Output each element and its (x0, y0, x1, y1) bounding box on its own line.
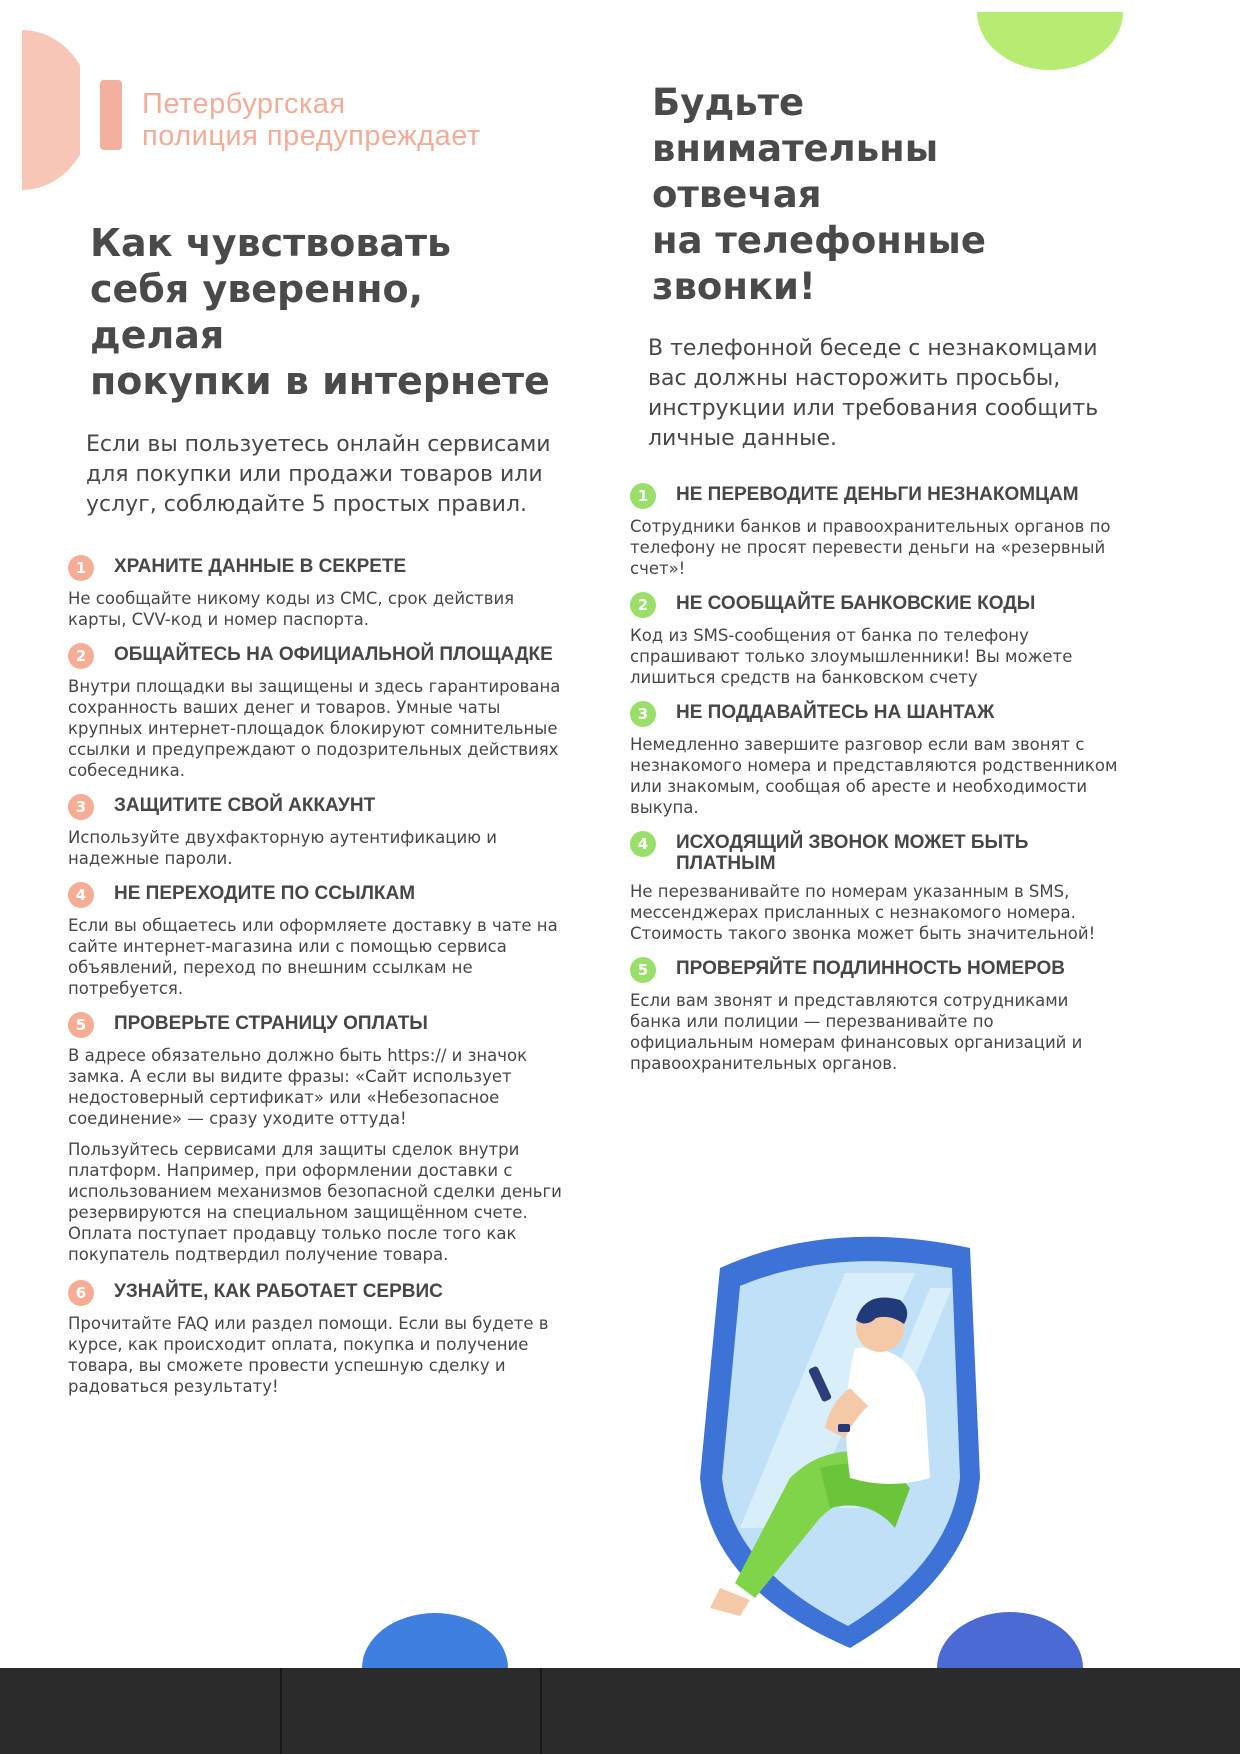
rule-text: Немедленно завершите разговор если вам звонят с незнакомого номера и представляются родственником или знакомым, сообщая об аресте и необходимости выкупа. (630, 735, 1118, 817)
rule-number-badge: 4 (630, 831, 656, 857)
rule-head (630, 832, 1120, 874)
rule-head (68, 1281, 568, 1306)
rule-text: Используйте двухфакторную аутентификацию и надежные пароли. (68, 828, 498, 868)
rule-title: ПРОВЕРЬТЕ СТРАНИЦУ ОПЛАТЫ (114, 1013, 428, 1034)
rule-number-badge: 3 (630, 701, 656, 727)
rule-title: ОБЩАЙТЕСЬ НА ОФИЦИАЛЬНОЙ ПЛОЩАДКЕ (114, 644, 553, 665)
left-title-line: покупки в интернете (90, 359, 550, 403)
rule-number-badge: 1 (68, 555, 94, 581)
right-title-line: Будьте (652, 81, 805, 124)
rule-text: Если вам звонят и представляются сотрудниками банка или полиции — перезванивайте по официальным номерам финансовых организаций и правоохранительных органов. (630, 991, 1083, 1073)
left-rule (68, 1013, 568, 1129)
left-column (68, 220, 568, 1411)
left-rule (68, 1281, 568, 1397)
man-with-phone-in-shield-icon (680, 1228, 1000, 1658)
rule-head (630, 593, 1120, 618)
rule-title: ИСХОДЯЩИЙ ЗВОНОК МОЖЕТ БЫТЬ ПЛАТНЫМ (676, 832, 1029, 874)
rule-head (630, 958, 1120, 983)
brand-text (142, 88, 481, 152)
rule-number-badge: 3 (68, 794, 94, 820)
rule-head (68, 644, 568, 669)
rule-head (68, 883, 568, 908)
left-rule (68, 556, 568, 630)
rule-title: УЗНАЙТЕ, КАК РАБОТАЕТ СЕРВИС (114, 1281, 443, 1302)
right-title-line: звонки! (652, 265, 816, 308)
right-rule (630, 832, 1120, 944)
scanner-seam (280, 1668, 282, 1754)
rule-number-badge: 2 (630, 592, 656, 618)
rule-number-badge: 5 (68, 1012, 94, 1038)
left-rule (68, 644, 568, 781)
rule-text: В адресе обязательно должно быть https:// и значок замка. А если вы видите фразы: «Сайт использует недостоверный сертификат» или «Небезопасное соединение» — сразу уходите оттуда! (68, 1046, 528, 1128)
brand-line-2: полиция предупреждает (142, 120, 481, 152)
rule-text: Код из SMS-сообщения от банка по телефону спрашивают только злоумышленники! Вы можете лишиться средств на банковском счету (630, 626, 1073, 687)
blue-half-circle-left-decoration (360, 1598, 510, 1668)
rule-text: Внутри площадки вы защищены и здесь гарантирована сохранность ваших денег и товаров. Умные чаты крупных интернет-площадок блокируют сомнительные ссылки и предупреждают о подозрительных действиях собеседника. (68, 677, 561, 780)
scanner-background-strip (0, 1668, 1240, 1754)
salmon-half-circle-decoration (0, 20, 80, 200)
right-column (630, 80, 1120, 1088)
right-rule (630, 958, 1120, 1074)
left-intro: Если вы пользуетесь онлайн сервисами для покупки или продажи товаров или услуг, соблюдайте 5 простых правил. (86, 432, 551, 517)
safe-deal-paragraph: Пользуйтесь сервисами для защиты сделок внутри платформ. Например, при оформлении доставки с использованием механизмов безопасной сделки деньги резервируются на специальном защищённом счете. Оплата поступает продавцу только после того как покупатель подтвердил получение товара. (68, 1140, 562, 1264)
rule-text: Если вы общаетесь или оформляете доставку в чате на сайте интернет-магазина или с помощью сервиса объявлений, переход по внешним ссылкам не потребуется. (68, 916, 558, 998)
rule-title: НЕ ПЕРЕХОДИТЕ ПО ССЫЛКАМ (114, 883, 416, 904)
rule-head (68, 1013, 568, 1038)
left-rule (68, 795, 568, 869)
right-rule (630, 593, 1120, 688)
rule-title: ЗАЩИТИТЕ СВОЙ АККАУНТ (114, 795, 376, 816)
right-intro: В телефонной беседе с незнакомцами вас должны насторожить просьбы, инструкции или требования сообщить личные данные. (648, 336, 1099, 451)
rule-head (630, 484, 1120, 509)
rule-number-badge: 2 (68, 643, 94, 669)
rule-title: ХРАНИТЕ ДАННЫЕ В СЕКРЕТЕ (114, 556, 407, 577)
right-title (652, 80, 1120, 310)
rule-number-badge: 5 (630, 957, 656, 983)
right-rule (630, 484, 1120, 579)
rule-title: НЕ ПЕРЕВОДИТЕ ДЕНЬГИ НЕЗНАКОМЦАМ (676, 484, 1079, 505)
rule-text: Сотрудники банков и правоохранительных органов по телефону не просят перевести деньги на «резервный счет»! (630, 517, 1111, 578)
left-title-line: себя уверенно, делая (90, 267, 424, 357)
rule-head (68, 556, 568, 581)
rule-title: НЕ ПОДДАВАЙТЕСЬ НА ШАНТАЖ (676, 702, 995, 723)
rule-text: Не сообщайте никому коды из СМС, срок действия карты, CVV-код и номер паспорта. (68, 589, 515, 629)
left-title-line: Как чувствовать (90, 221, 452, 265)
scanner-seam (540, 1668, 542, 1754)
right-rule (630, 702, 1120, 818)
green-half-circle-decoration (975, 0, 1125, 75)
brand-bar (100, 80, 122, 150)
rule-title: НЕ СООБЩАЙТЕ БАНКОВСКИЕ КОДЫ (676, 593, 1036, 614)
rule-number-badge: 6 (68, 1280, 94, 1306)
right-title-line: на телефонные (652, 219, 986, 262)
rule-text: Не перезванивайте по номерам указанным в SMS, мессенджерах присланных с незнакомого номера. Стоимость такого звонка может быть значительной! (630, 882, 1096, 943)
rule-title: ПРОВЕРЯЙТЕ ПОДЛИННОСТЬ НОМЕРОВ (676, 958, 1065, 979)
left-title (90, 220, 568, 404)
right-title-line: внимательны отвечая (652, 127, 939, 216)
rule-head (68, 795, 568, 820)
left-rule (68, 883, 568, 999)
rule-text: Прочитайте FAQ или раздел помощи. Если вы будете в курсе, как происходит оплата, покупка и получение товара, вы сможете провести успешную сделку и радоваться результату! (68, 1314, 549, 1396)
rule-number-badge: 4 (68, 882, 94, 908)
rule-number-badge: 1 (630, 483, 656, 509)
brand-line-1: Петербургская (142, 88, 346, 120)
rule-head (630, 702, 1120, 727)
